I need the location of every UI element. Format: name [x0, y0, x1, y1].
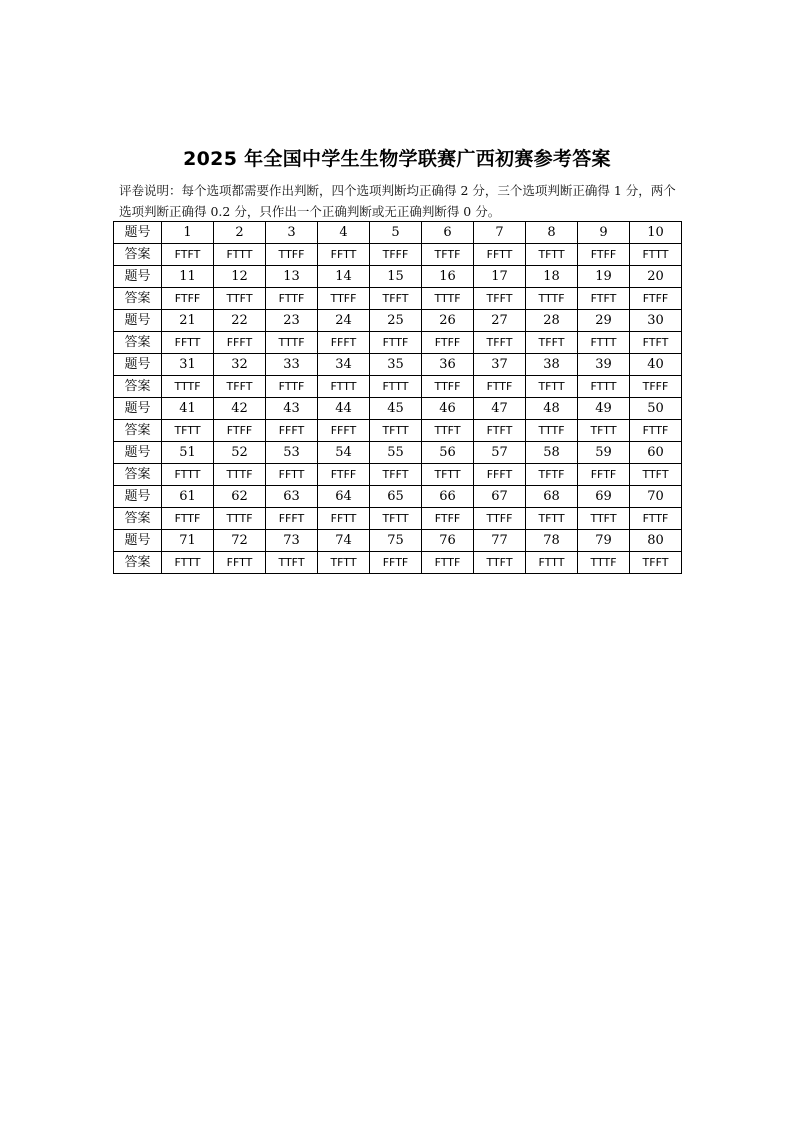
answer-cell: FTTT: [630, 244, 682, 266]
answer-cell: TTTF: [214, 508, 266, 530]
question-number-cell: 75: [370, 530, 422, 552]
answer-cell: TFTT: [526, 376, 578, 398]
answer-cell: FTTF: [474, 376, 526, 398]
answer-cell: FTTF: [266, 288, 318, 310]
answer-cell: TFFF: [630, 376, 682, 398]
question-number-cell: 45: [370, 398, 422, 420]
question-row-label: 题号: [114, 310, 162, 332]
question-number-cell: 24: [318, 310, 370, 332]
question-number-cell: 36: [422, 354, 474, 376]
answer-cell: FTFT: [578, 288, 630, 310]
question-number-cell: 80: [630, 530, 682, 552]
question-number-row: [114, 222, 682, 244]
answer-cell: FTTF: [630, 508, 682, 530]
question-number-cell: 67: [474, 486, 526, 508]
question-number-cell: 73: [266, 530, 318, 552]
answer-cell: FTTT: [578, 376, 630, 398]
question-number-row: [114, 442, 682, 464]
question-number-cell: 11: [162, 266, 214, 288]
answer-cell: FTTT: [214, 244, 266, 266]
answer-cell: FTTF: [630, 420, 682, 442]
question-number-cell: 57: [474, 442, 526, 464]
question-row-label: 题号: [114, 530, 162, 552]
answer-cell: FTFF: [422, 332, 474, 354]
question-number-cell: 19: [578, 266, 630, 288]
answer-cell: FTFF: [214, 420, 266, 442]
question-row-label: 题号: [114, 354, 162, 376]
answer-cell: TFFT: [370, 464, 422, 486]
answer-cell: TFTF: [526, 464, 578, 486]
answer-cell: TFFT: [630, 552, 682, 574]
answer-cell: FTTT: [370, 376, 422, 398]
question-number-cell: 20: [630, 266, 682, 288]
question-number-cell: 16: [422, 266, 474, 288]
answer-cell: FFTT: [318, 244, 370, 266]
answer-row-label: 答案: [114, 376, 162, 398]
answer-table-body: [114, 222, 682, 574]
answer-cell: TTFF: [422, 376, 474, 398]
answer-cell: TFTT: [526, 508, 578, 530]
answer-cell: FFFT: [266, 508, 318, 530]
answer-cell: TFFT: [474, 332, 526, 354]
question-number-cell: 47: [474, 398, 526, 420]
answer-cell: FTTT: [578, 332, 630, 354]
question-number-cell: 37: [474, 354, 526, 376]
question-number-cell: 4: [318, 222, 370, 244]
answer-cell: TFFT: [370, 288, 422, 310]
question-number-cell: 65: [370, 486, 422, 508]
answer-table: [113, 221, 682, 574]
question-number-cell: 31: [162, 354, 214, 376]
question-number-cell: 26: [422, 310, 474, 332]
answer-cell: TTTF: [162, 376, 214, 398]
answer-cell: FFTT: [318, 508, 370, 530]
question-number-row: [114, 486, 682, 508]
answer-cell: TTFT: [422, 420, 474, 442]
answer-cell: FTFF: [318, 464, 370, 486]
question-number-cell: 53: [266, 442, 318, 464]
question-number-cell: 7: [474, 222, 526, 244]
answer-cell: FFFT: [266, 420, 318, 442]
answer-cell: FFFT: [214, 332, 266, 354]
question-row-label: 题号: [114, 442, 162, 464]
question-number-cell: 50: [630, 398, 682, 420]
answer-cell: FTFT: [630, 332, 682, 354]
answer-cell: TFTT: [162, 420, 214, 442]
question-number-cell: 51: [162, 442, 214, 464]
question-number-cell: 30: [630, 310, 682, 332]
question-number-cell: 74: [318, 530, 370, 552]
question-number-row: [114, 266, 682, 288]
answer-row: [114, 464, 682, 486]
question-number-cell: 59: [578, 442, 630, 464]
answer-row: [114, 552, 682, 574]
answer-cell: TFFT: [214, 376, 266, 398]
answer-cell: FTTT: [162, 464, 214, 486]
question-row-label: 题号: [114, 222, 162, 244]
page-title: 2025 年全国中学生生物学联赛广西初赛参考答案: [183, 148, 611, 170]
question-number-cell: 22: [214, 310, 266, 332]
answer-cell: TFFT: [474, 288, 526, 310]
answer-row-label: 答案: [114, 464, 162, 486]
question-number-cell: 32: [214, 354, 266, 376]
answer-cell: TFFF: [370, 244, 422, 266]
question-number-cell: 68: [526, 486, 578, 508]
answer-cell: FTTT: [162, 552, 214, 574]
question-number-cell: 54: [318, 442, 370, 464]
answer-cell: FFTT: [162, 332, 214, 354]
question-number-row: [114, 354, 682, 376]
question-number-cell: 29: [578, 310, 630, 332]
answer-cell: FFTT: [474, 244, 526, 266]
question-number-row: [114, 530, 682, 552]
question-number-cell: 10: [630, 222, 682, 244]
answer-cell: FTTF: [422, 552, 474, 574]
question-number-cell: 21: [162, 310, 214, 332]
answer-row-label: 答案: [114, 552, 162, 574]
answer-cell: TTTF: [526, 420, 578, 442]
answer-cell: FTTT: [318, 376, 370, 398]
answer-cell: TFTF: [422, 244, 474, 266]
answer-cell: FFTF: [578, 464, 630, 486]
question-number-cell: 23: [266, 310, 318, 332]
question-number-cell: 76: [422, 530, 474, 552]
question-row-label: 题号: [114, 266, 162, 288]
answer-row-label: 答案: [114, 288, 162, 310]
question-number-cell: 52: [214, 442, 266, 464]
question-number-cell: 44: [318, 398, 370, 420]
question-number-cell: 71: [162, 530, 214, 552]
question-number-cell: 60: [630, 442, 682, 464]
answer-cell: TTFT: [266, 552, 318, 574]
answer-cell: TFTT: [370, 420, 422, 442]
answer-cell: FFTT: [214, 552, 266, 574]
answer-cell: FTTF: [266, 376, 318, 398]
answer-cell: TFFT: [526, 332, 578, 354]
answer-row: [114, 376, 682, 398]
question-number-cell: 38: [526, 354, 578, 376]
question-number-cell: 17: [474, 266, 526, 288]
answer-cell: TTTF: [422, 288, 474, 310]
answer-cell: TFTT: [578, 420, 630, 442]
question-number-cell: 5: [370, 222, 422, 244]
answer-cell: TTFF: [318, 288, 370, 310]
answer-row: [114, 332, 682, 354]
answer-cell: FTFF: [630, 288, 682, 310]
question-number-cell: 66: [422, 486, 474, 508]
answer-cell: TTTF: [526, 288, 578, 310]
question-number-cell: 6: [422, 222, 474, 244]
question-number-cell: 14: [318, 266, 370, 288]
question-number-cell: 8: [526, 222, 578, 244]
question-number-cell: 46: [422, 398, 474, 420]
question-number-cell: 1: [162, 222, 214, 244]
answer-cell: TTFT: [474, 552, 526, 574]
answer-cell: TTFT: [214, 288, 266, 310]
question-number-cell: 34: [318, 354, 370, 376]
answer-cell: FTTF: [370, 332, 422, 354]
answer-row-label: 答案: [114, 332, 162, 354]
question-number-row: [114, 310, 682, 332]
answer-cell: FFTF: [370, 552, 422, 574]
question-number-cell: 49: [578, 398, 630, 420]
answer-cell: FFFT: [318, 420, 370, 442]
question-number-cell: 48: [526, 398, 578, 420]
answer-row: [114, 244, 682, 266]
answer-row: [114, 420, 682, 442]
question-number-cell: 27: [474, 310, 526, 332]
answer-cell: FFTT: [266, 464, 318, 486]
answer-cell: TTTF: [266, 332, 318, 354]
question-number-row: [114, 398, 682, 420]
question-number-cell: 61: [162, 486, 214, 508]
answer-cell: TTFT: [578, 508, 630, 530]
question-number-cell: 13: [266, 266, 318, 288]
question-number-cell: 40: [630, 354, 682, 376]
answer-cell: FTFF: [578, 244, 630, 266]
question-row-label: 题号: [114, 486, 162, 508]
answer-cell: TTFF: [266, 244, 318, 266]
question-number-cell: 9: [578, 222, 630, 244]
answer-cell: TTTF: [578, 552, 630, 574]
answer-cell: TFTT: [318, 552, 370, 574]
question-number-cell: 43: [266, 398, 318, 420]
question-number-cell: 56: [422, 442, 474, 464]
question-number-cell: 18: [526, 266, 578, 288]
answer-row: [114, 288, 682, 310]
question-number-cell: 41: [162, 398, 214, 420]
answer-cell: FTFT: [474, 420, 526, 442]
question-number-cell: 12: [214, 266, 266, 288]
question-number-cell: 77: [474, 530, 526, 552]
question-number-cell: 42: [214, 398, 266, 420]
grading-instructions: 评卷说明：每个选项都需要作出判断，四个选项判断均正确得 2 分，三个选项判断正确得 1 分，两个选项判断正确得 0.2 分，只作出一个正确判断或无正确判断得 0 分。: [119, 183, 676, 219]
question-number-cell: 79: [578, 530, 630, 552]
answer-cell: TTFF: [474, 508, 526, 530]
question-number-cell: 63: [266, 486, 318, 508]
answer-cell: FTTF: [162, 508, 214, 530]
question-number-cell: 2: [214, 222, 266, 244]
question-number-cell: 78: [526, 530, 578, 552]
question-number-cell: 69: [578, 486, 630, 508]
answer-row-label: 答案: [114, 508, 162, 530]
answer-cell: TTFT: [630, 464, 682, 486]
question-number-cell: 35: [370, 354, 422, 376]
question-number-cell: 64: [318, 486, 370, 508]
question-number-cell: 28: [526, 310, 578, 332]
question-number-cell: 3: [266, 222, 318, 244]
answer-cell: FTFF: [422, 508, 474, 530]
answer-row: [114, 508, 682, 530]
answer-cell: TFTT: [422, 464, 474, 486]
answer-row-label: 答案: [114, 420, 162, 442]
answer-cell: TTTF: [214, 464, 266, 486]
question-number-cell: 58: [526, 442, 578, 464]
question-number-cell: 33: [266, 354, 318, 376]
answer-cell: FTFF: [162, 288, 214, 310]
question-number-cell: 55: [370, 442, 422, 464]
answer-cell: FFFT: [318, 332, 370, 354]
question-number-cell: 39: [578, 354, 630, 376]
answer-cell: TFTT: [370, 508, 422, 530]
answer-cell: FFFT: [474, 464, 526, 486]
answer-cell: FTTT: [526, 552, 578, 574]
question-number-cell: 70: [630, 486, 682, 508]
answer-cell: TFTT: [526, 244, 578, 266]
question-number-cell: 62: [214, 486, 266, 508]
answer-cell: FTFT: [162, 244, 214, 266]
question-number-cell: 72: [214, 530, 266, 552]
answer-row-label: 答案: [114, 244, 162, 266]
question-number-cell: 15: [370, 266, 422, 288]
question-number-cell: 25: [370, 310, 422, 332]
question-row-label: 题号: [114, 398, 162, 420]
